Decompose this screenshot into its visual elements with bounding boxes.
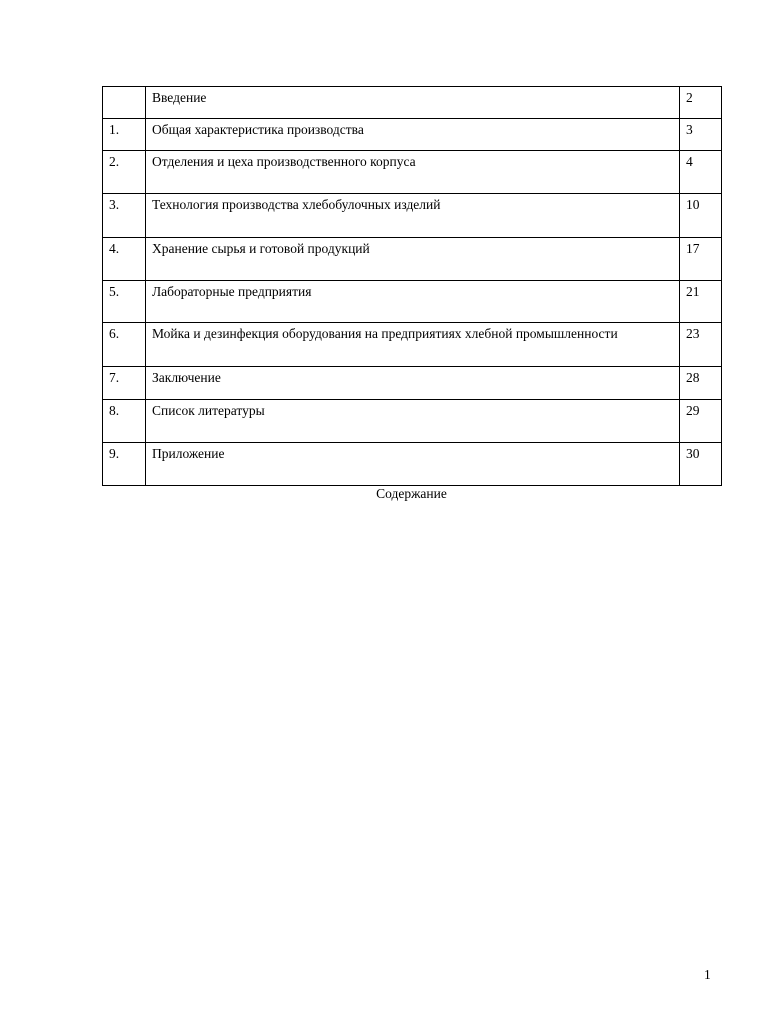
toc-row-number: 4.: [103, 238, 146, 281]
toc-row-number: 6.: [103, 323, 146, 367]
toc-row-page: 3: [680, 119, 722, 151]
toc-row-title: Список литературы: [146, 400, 680, 443]
table-of-contents: [102, 86, 722, 486]
toc-row-number: 1.: [103, 119, 146, 151]
toc-row-title: Отделения и цеха производственного корпуса: [146, 151, 680, 194]
toc-row-number: 8.: [103, 400, 146, 443]
toc-row-title: Хранение сырья и готовой продукций: [146, 238, 680, 281]
toc-row-page: 28: [680, 367, 722, 400]
toc-row-title: Заключение: [146, 367, 680, 400]
toc-row-page: 30: [680, 443, 722, 486]
toc-row-number: 3.: [103, 194, 146, 238]
toc-row-page: 10: [680, 194, 722, 238]
toc-row: [103, 367, 722, 400]
toc-row-title: Мойка и дезинфекция оборудования на предприятиях хлебной промышленности: [146, 323, 680, 367]
toc-row-page: 4: [680, 151, 722, 194]
toc-caption: Содержание: [376, 486, 447, 501]
toc-row-number: 9.: [103, 443, 146, 486]
toc-row-page: 23: [680, 323, 722, 367]
toc-row: [103, 151, 722, 194]
toc-row: [103, 119, 722, 151]
toc-row-number: 5.: [103, 281, 146, 323]
toc-row-number: [103, 87, 146, 119]
toc-row-page: 21: [680, 281, 722, 323]
toc-row: [103, 400, 722, 443]
toc-row-title: Общая характеристика производства: [146, 119, 680, 151]
toc-row-page: 17: [680, 238, 722, 281]
toc-row: [103, 194, 722, 238]
page-number: 1: [704, 967, 711, 982]
toc-row-page: 29: [680, 400, 722, 443]
toc-row: [103, 238, 722, 281]
toc-row: [103, 323, 722, 367]
toc-row-title: Лабораторные предприятия: [146, 281, 680, 323]
toc-row-number: 2.: [103, 151, 146, 194]
toc-row: [103, 281, 722, 323]
toc-row: [103, 87, 722, 119]
toc-row-page: 2: [680, 87, 722, 119]
toc-row-title: Введение: [146, 87, 680, 119]
toc-row-title: Приложение: [146, 443, 680, 486]
toc-row: [103, 443, 722, 486]
toc-row-number: 7.: [103, 367, 146, 400]
toc-row-title: Технология производства хлебобулочных изделий: [146, 194, 680, 238]
